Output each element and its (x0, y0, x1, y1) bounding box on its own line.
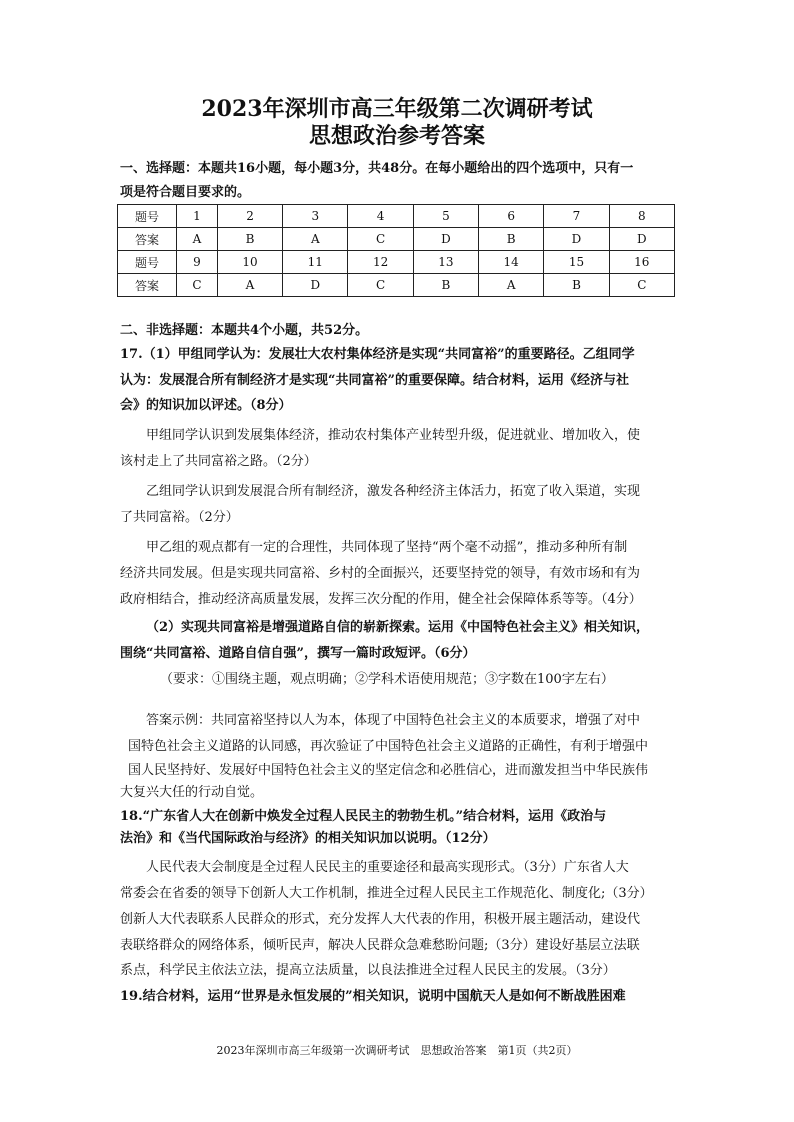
q19-question-line1: 19.结合材料，运用“世界是永恒发展的”相关知识，说明中国航天人是如何不断战胜困难 (120, 989, 626, 1004)
answer-table-row (118, 228, 675, 251)
q17-example-line4: 大复兴大任的行动自觉。 (120, 785, 264, 800)
answer-table-cell: 16 (609, 251, 674, 274)
answer-table (117, 204, 675, 297)
q17-answer2-line2: 了共同富裕。（2分） (120, 510, 239, 525)
answer-table-cell: C (177, 274, 218, 297)
q17-part2-line2: 围绕“共同富裕、道路自信自强”，撰写一篇时政短评。（6分） (120, 646, 476, 661)
answer-table-cell: 3 (283, 205, 348, 228)
answer-table-cell: C (348, 274, 413, 297)
answer-table-cell: D (413, 228, 478, 251)
section2-heading: 二、非选择题：本题共4个小题，共52分。 (120, 323, 369, 338)
q18-answer-line1: 人民代表大会制度是全过程人民民主的重要途径和最高实现形式。（3分）广东省人大 (146, 860, 629, 875)
q17-answer2-line1: 乙组同学认识到发展混合所有制经济，激发各种经济主体活力，拓宽了收入渠道，实现 (146, 484, 641, 499)
q17-answer1-line2: 该村走上了共同富裕之路。（2分） (120, 454, 317, 469)
q17-example-line3: 国人民坚持好、发展好中国特色社会主义的坚定信念和必胜信心，进而激发担当中华民族伟 (128, 763, 649, 778)
answer-table-cell: 11 (283, 251, 348, 274)
exam-subtitle: 思想政治参考答案 (308, 123, 485, 149)
answer-table-cell: 14 (479, 251, 544, 274)
q17-part1-line3: 会》的知识加以评述。（8分） (120, 398, 292, 413)
answer-table-row-label: 题号 (118, 251, 177, 274)
answer-table-cell: B (544, 274, 609, 297)
answer-table-cell: 6 (479, 205, 544, 228)
answer-table-cell: 12 (348, 251, 413, 274)
q18-answer-line5: 系点，科学民主依法立法，提高立法质量，以良法推进全过程人民民主的发展。（3分） (120, 963, 616, 978)
answer-table-cell: 5 (413, 205, 478, 228)
answer-table-cell: 1 (177, 205, 218, 228)
q18-answer-line3: 创新人大代表联系人民群众的形式，充分发挥人大代表的作用，积极开展主题活动，建设代 (120, 912, 641, 927)
answer-table-cell: A (479, 274, 544, 297)
q17-part1-line1: 17.（1）甲组同学认为：发展壮大农村集体经济是实现“共同富裕”的重要路径。乙组同学 (120, 347, 635, 362)
answer-table-row-label: 答案 (118, 274, 177, 297)
answer-table-row (118, 205, 675, 228)
answer-table-cell: 9 (177, 251, 218, 274)
q18-question-line1: 18.“广东省人大在创新中焕发全过程人民民主的勃勃生机。”结合材料，运用《政治与 (120, 809, 607, 824)
q17-answer3-line2: 经济共同发展。但是实现共同富裕、乡村的全面振兴，还要坚持党的领导，有效市场和有为 (120, 566, 641, 581)
answer-table-cell: 2 (217, 205, 282, 228)
answer-table-cell: 13 (413, 251, 478, 274)
q17-part1-line2: 认为：发展混合所有制经济才是实现“共同富裕”的重要保障。结合材料，运用《经济与社 (120, 373, 629, 388)
section1-heading-line2: 项是符合题目要求的。 (120, 185, 251, 200)
answer-table-cell: D (609, 228, 674, 251)
answer-table-cell: C (609, 274, 674, 297)
answer-table-cell: C (348, 228, 413, 251)
q18-answer-line2: 常委会在省委的领导下创新人大工作机制，推进全过程人民民主工作规范化、制度化;（3分） (120, 886, 653, 901)
q17-example-line1: 答案示例：共同富裕坚持以人为本，体现了中国特色社会主义的本质要求，增强了对中 (146, 713, 641, 728)
answer-table-row (118, 274, 675, 297)
q17-answer3-line1: 甲乙组的观点都有一定的合理性，共同体现了坚持“两个毫不动摇”，推动多种所有制 (146, 540, 628, 555)
answer-table-cell: A (217, 274, 282, 297)
answer-table-cell: D (283, 274, 348, 297)
q18-question-line2: 法治》和《当代国际政治与经济》的相关知识加以说明。（12分） (120, 831, 496, 846)
answer-table-cell: 7 (544, 205, 609, 228)
answer-table-cell: A (177, 228, 218, 251)
answer-table-row (118, 251, 675, 274)
q17-answer1-line1: 甲组同学认识到发展集体经济，推动农村集体产业转型升级，促进就业、增加收入，使 (146, 428, 641, 443)
page-footer: 2023年深圳市高三年级第一次调研考试 思想政治答案 第1页（共2页） (216, 1044, 578, 1057)
q17-example-line2: 国特色社会主义道路的认同感，再次验证了中国特色社会主义道路的正确性，有利于增强中 (128, 739, 649, 754)
answer-table-cell: 8 (609, 205, 674, 228)
answer-table-cell: A (283, 228, 348, 251)
q17-part2-line1: （2）实现共同富裕是增强道路自信的崭新探索。运用《中国特色社会主义》相关知识， (146, 620, 650, 635)
answer-table-cell: 4 (348, 205, 413, 228)
answer-table-cell: B (413, 274, 478, 297)
q18-answer-line4: 表联络群众的网络体系，倾听民声，解决人民群众急难愁盼问题;（3分）建设好基层立法联 (120, 938, 640, 953)
exam-title: 2023年深圳市高三年级第二次调研考试 (201, 96, 593, 122)
q17-answer3-line3: 政府相结合，推动经济高质量发展，发挥三次分配的作用，健全社会保障体系等等。（4分） (120, 592, 642, 607)
q17-requirements: （要求：①围绕主题，观点明确；②学科术语使用规范；③字数在100字左右） (160, 672, 614, 687)
answer-table-cell: B (217, 228, 282, 251)
answer-table-cell: 10 (217, 251, 282, 274)
answer-table-cell: B (479, 228, 544, 251)
answer-table-row-label: 答案 (118, 228, 177, 251)
answer-table-row-label: 题号 (118, 205, 177, 228)
section1-heading-line1: 一、选择题：本题共16小题，每小题3分，共48分。在每小题给出的四个选项中，只有一 (120, 161, 634, 176)
answer-table-cell: D (544, 228, 609, 251)
answer-table-cell: 15 (544, 251, 609, 274)
